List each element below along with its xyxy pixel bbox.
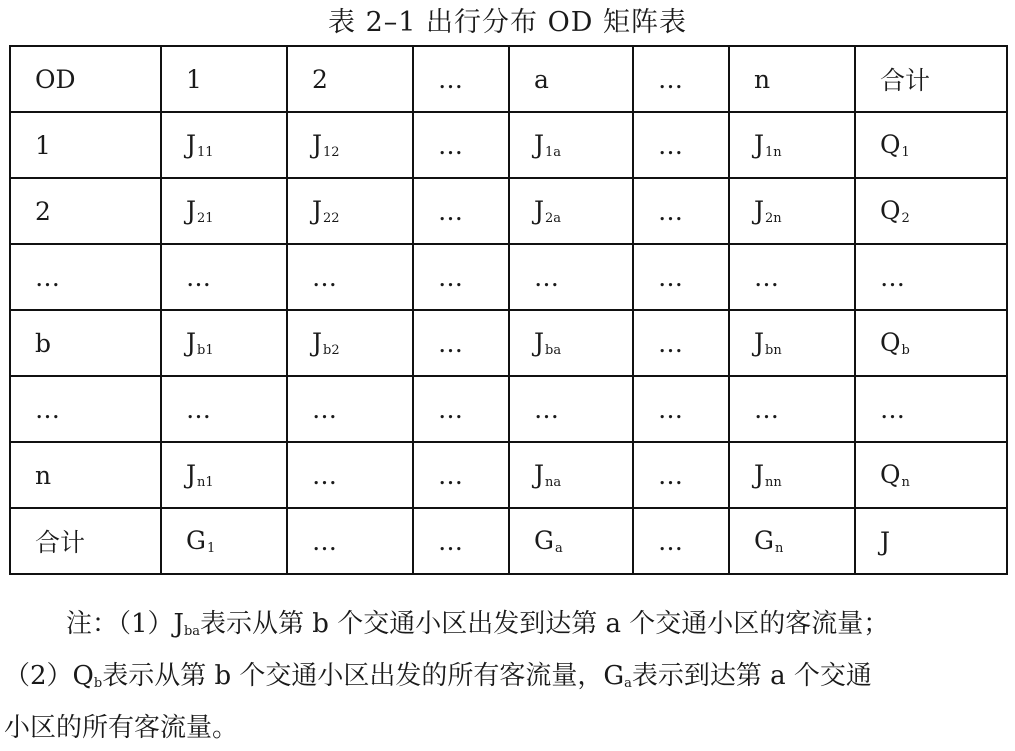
- table-cell: [161, 46, 287, 112]
- cell-subscript: ba: [545, 343, 562, 358]
- table-cell: [633, 178, 729, 244]
- cell-text: a: [534, 64, 549, 94]
- cell-subscript: 2: [901, 211, 910, 226]
- table-cell: [729, 244, 855, 310]
- cell-text: …: [754, 262, 779, 292]
- table-row: [10, 244, 1007, 310]
- od-matrix-table: [9, 45, 1008, 575]
- table-cell: [10, 178, 161, 244]
- cell-subscript: 11: [197, 145, 214, 160]
- cell-text: 1: [186, 64, 202, 94]
- table-cell: [413, 442, 509, 508]
- cell-text: 2: [35, 196, 51, 226]
- table-cell: [855, 376, 1007, 442]
- cell-text: 2: [312, 64, 328, 94]
- table-cell: [413, 310, 509, 376]
- table-cell: [729, 178, 855, 244]
- cell-subscript: 1n: [765, 145, 782, 160]
- table-cell: [633, 442, 729, 508]
- cell-text: J: [534, 328, 545, 357]
- note-line-3: 小区的所有客流量。: [4, 713, 239, 743]
- cell-text: …: [312, 394, 337, 424]
- cell-text: …: [880, 394, 905, 424]
- cell-text: …: [658, 328, 683, 358]
- cell-text: OD: [35, 64, 76, 94]
- cell-subscript: n1: [197, 475, 214, 490]
- cell-subscript: 12: [323, 145, 340, 160]
- cell-text: J: [754, 328, 765, 357]
- cell-subscript: 2n: [765, 211, 782, 226]
- table-cell: [287, 244, 413, 310]
- table-cell: [855, 244, 1007, 310]
- cell-text: b: [35, 328, 52, 358]
- table-cell: [287, 376, 413, 442]
- cell-text: …: [754, 394, 779, 424]
- cell-subscript: b1: [197, 343, 214, 358]
- cell-text: …: [658, 196, 683, 226]
- cell-text: J: [534, 196, 545, 225]
- table-cell: [161, 310, 287, 376]
- table-cell: [729, 310, 855, 376]
- cell-text: J: [534, 130, 545, 159]
- table-cell: [161, 112, 287, 178]
- cell-text: G: [534, 526, 554, 555]
- table-cell: [10, 112, 161, 178]
- table-row: [10, 310, 1007, 376]
- cell-text: Q: [880, 130, 901, 159]
- cell-subscript: bn: [765, 343, 782, 358]
- cell-subscript: b2: [323, 343, 340, 358]
- cell-text: …: [534, 394, 559, 424]
- table-cell: [855, 310, 1007, 376]
- cell-text: …: [658, 526, 683, 556]
- cell-text: …: [438, 64, 463, 94]
- cell-text: …: [658, 130, 683, 160]
- cell-text: 合计: [35, 528, 86, 557]
- table-cell: [855, 112, 1007, 178]
- cell-text: J: [754, 130, 765, 159]
- cell-text: G: [754, 526, 774, 555]
- table-cell: [509, 442, 633, 508]
- od-matrix-body: [10, 46, 1007, 574]
- cell-text: …: [438, 196, 463, 226]
- table-cell: [10, 46, 161, 112]
- table-cell: [413, 244, 509, 310]
- cell-text: J: [186, 196, 197, 225]
- cell-text: J: [312, 130, 323, 159]
- table-cell: [10, 508, 161, 574]
- cell-subscript: 1: [206, 541, 216, 556]
- cell-text: …: [35, 394, 60, 424]
- cell-text: …: [658, 394, 683, 424]
- cell-subscript: 2a: [545, 211, 562, 226]
- table-cell: [509, 178, 633, 244]
- table-cell: [633, 310, 729, 376]
- cell-text: J: [754, 196, 765, 225]
- table-cell: [633, 112, 729, 178]
- cell-text: …: [312, 526, 337, 556]
- table-cell: [509, 244, 633, 310]
- cell-text: Q: [880, 328, 901, 357]
- table-cell: [287, 508, 413, 574]
- cell-text: Q: [880, 460, 901, 489]
- cell-text: 1: [35, 130, 51, 160]
- table-cell: [287, 310, 413, 376]
- cell-subscript: 1a: [545, 145, 562, 160]
- cell-text: J: [186, 460, 197, 489]
- cell-text: Q: [880, 196, 901, 225]
- table-cell: [161, 442, 287, 508]
- table-cell: [855, 178, 1007, 244]
- cell-text: …: [438, 130, 463, 160]
- table-cell: [161, 376, 287, 442]
- cell-text: …: [35, 262, 60, 292]
- table-cell: [161, 508, 287, 574]
- cell-text: …: [438, 526, 463, 556]
- table-cell: [287, 46, 413, 112]
- cell-text: …: [312, 460, 337, 490]
- cell-subscript: b: [901, 343, 910, 358]
- table-cell: [633, 508, 729, 574]
- cell-text: J: [534, 460, 545, 489]
- table-cell: [855, 442, 1007, 508]
- cell-subscript: 1: [901, 145, 910, 160]
- table-row: [10, 376, 1007, 442]
- cell-text: J: [186, 130, 197, 159]
- cell-text: J: [312, 328, 323, 357]
- cell-text: …: [438, 460, 463, 490]
- table-cell: [10, 310, 161, 376]
- cell-text: …: [658, 460, 683, 490]
- cell-text: n: [35, 460, 52, 490]
- note-line-1: 注：（1）Jba表示从第 b 个交通小区出发到达第 a 个交通小区的客流量；: [66, 609, 890, 639]
- header-row: [10, 46, 1007, 112]
- table-cell: [729, 442, 855, 508]
- table-cell: [287, 178, 413, 244]
- table-cell: [10, 442, 161, 508]
- table-title: 表 2–1 出行分布 OD 矩阵表: [328, 7, 687, 38]
- table-cell: [509, 310, 633, 376]
- table-row: [10, 442, 1007, 508]
- table-cell: [413, 508, 509, 574]
- table-cell: [509, 376, 633, 442]
- cell-text: J: [186, 328, 197, 357]
- table-cell: [633, 376, 729, 442]
- table-row: [10, 178, 1007, 244]
- cell-text: 合计: [880, 66, 931, 95]
- cell-text: J: [312, 196, 323, 225]
- table-cell: [729, 112, 855, 178]
- cell-subscript: n: [774, 541, 784, 556]
- table-cell: [855, 508, 1007, 574]
- table-cell: [633, 244, 729, 310]
- table-note: [0, 602, 1015, 751]
- cell-text: n: [754, 64, 771, 94]
- table-cell: [633, 46, 729, 112]
- cell-text: …: [312, 262, 337, 292]
- cell-text: …: [186, 262, 211, 292]
- cell-text: …: [658, 262, 683, 292]
- table-cell: [10, 244, 161, 310]
- cell-text: …: [534, 262, 559, 292]
- table-cell: [287, 442, 413, 508]
- table-cell: [509, 112, 633, 178]
- table-cell: [413, 112, 509, 178]
- table-cell: [413, 178, 509, 244]
- table-cell: [729, 46, 855, 112]
- cell-subscript: 22: [323, 211, 340, 226]
- table-cell: [161, 244, 287, 310]
- cell-text: G: [186, 526, 206, 555]
- table-cell: [855, 46, 1007, 112]
- table-cell: [729, 508, 855, 574]
- table-cell: [413, 376, 509, 442]
- cell-subscript: n: [901, 475, 910, 490]
- table-cell: [287, 112, 413, 178]
- table-cell: [10, 376, 161, 442]
- cell-subscript: 21: [197, 211, 214, 226]
- table-cell: [161, 178, 287, 244]
- cell-text: …: [438, 262, 463, 292]
- cell-text: …: [438, 328, 463, 358]
- cell-subscript: na: [545, 475, 562, 490]
- table-cell: [729, 376, 855, 442]
- cell-subscript: a: [554, 541, 563, 556]
- cell-text: …: [186, 394, 211, 424]
- cell-text: …: [658, 64, 683, 94]
- cell-text: J: [880, 526, 891, 556]
- table-cell: [509, 508, 633, 574]
- cell-text: …: [880, 262, 905, 292]
- table-row: [10, 508, 1007, 574]
- table-row: [10, 112, 1007, 178]
- cell-text: …: [438, 394, 463, 424]
- table-cell: [509, 46, 633, 112]
- cell-text: J: [754, 460, 765, 489]
- table-cell: [413, 46, 509, 112]
- cell-subscript: nn: [765, 475, 782, 490]
- note-line-2: （2）Qb表示从第 b 个交通小区出发的所有客流量，Ga表示到达第 a 个交通: [4, 661, 872, 691]
